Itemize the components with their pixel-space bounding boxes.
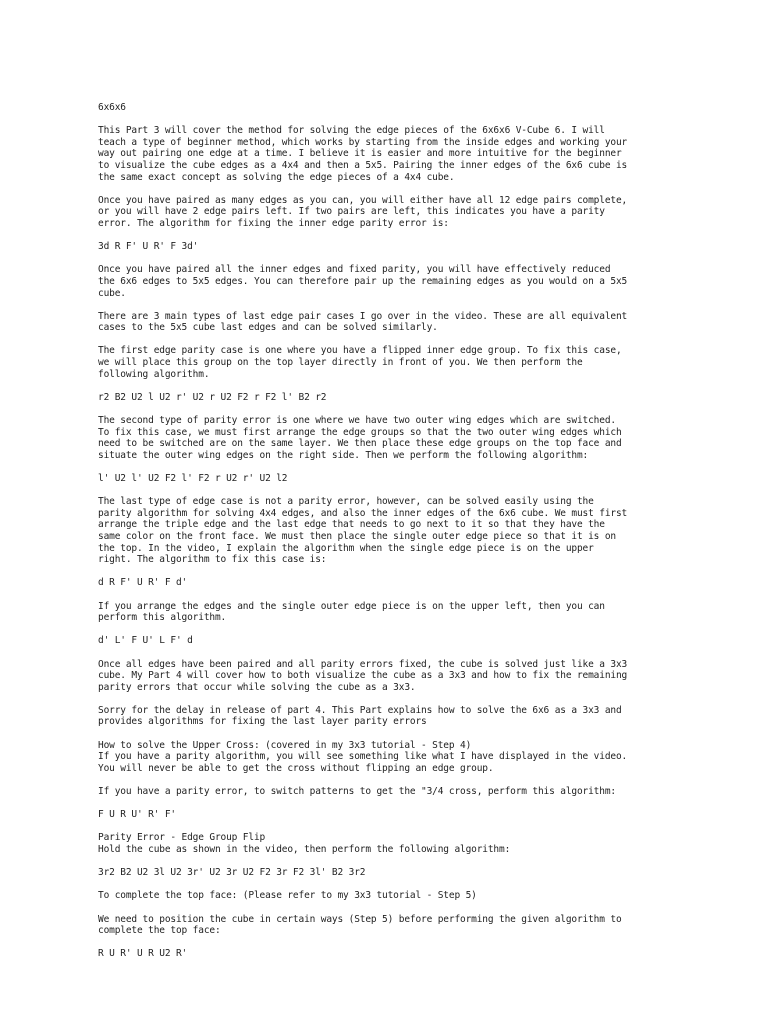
algorithm-line: 3r2 B2 U2 3l U2 3r' U2 3r U2 F2 3r F2 3l' B2 3r2	[98, 867, 366, 879]
paragraph-line: error. The algorithm for fixing the inner edge parity error is:	[98, 217, 449, 229]
paragraph-line: If you have a parity algorithm, you will see something like what I have displayed in the video.	[98, 751, 628, 763]
paragraph-line: We need to position the cube in certain ways (Step 5) before performing the given algorithm to	[98, 913, 622, 925]
paragraph-line: cube.	[98, 287, 126, 299]
paragraph-line: or you will have 2 edge pairs left. If two pairs are left, this indicates you have a parity	[98, 206, 605, 218]
paragraph-line: Once all edges have been paired and all parity errors fixed, the cube is solved just like a 3x3	[98, 658, 628, 670]
paragraph-line: Parity Error - Edge Group Flip	[98, 832, 266, 844]
paragraph-line: the top. In the video, I explain the algorithm when the single edge piece is on the upper	[98, 542, 594, 554]
paragraph-line: the 6x6 edges to 5x5 edges. You can therefore pair up the remaining edges as you would on a 5x5	[98, 275, 628, 287]
paragraph-line: same color on the front face. We must then place the single outer edge piece so that it is on	[98, 530, 616, 542]
paragraph-line: right. The algorithm to fix this case is:	[98, 554, 327, 566]
paragraph-line: arrange the triple edge and the last edge that needs to go next to it so that they have the	[98, 519, 605, 531]
paragraph-line: complete the top face:	[98, 925, 221, 937]
paragraph-line: If you arrange the edges and the single outer edge piece is on the upper left, then you can	[98, 600, 605, 612]
paragraph-line: teach a type of beginner method, which works by starting from the inside edges and working your	[98, 136, 628, 148]
paragraph-line: provides algorithms for fixing the last layer parity errors	[98, 716, 427, 728]
algorithm-line: l' U2 l' U2 F2 l' F2 r U2 r' U2 l2	[98, 473, 288, 484]
paragraph-line: Sorry for the delay in release of part 4. This Part explains how to solve the 6x6 as a 3x3 and	[98, 704, 622, 716]
paragraph-line: The second type of parity error is one where we have two outer wing edges which are switched.	[98, 415, 616, 427]
paragraph-line: There are 3 main types of last edge pair cases I go over in the video. These are all equivalent	[98, 310, 628, 322]
paragraph-line: perform this algorithm.	[98, 612, 227, 624]
algorithm-line: R U R' U R U2 R'	[98, 948, 188, 960]
paragraph-line: to visualize the cube edges as a 4x4 and then a 5x5. Pairing the inner edges of the 6x6 cube is	[98, 159, 628, 171]
algorithm-line: 3d R F' U R' F 3d'	[98, 241, 199, 253]
paragraph-line: following algorithm.	[98, 368, 210, 380]
paragraph-line: Hold the cube as shown in the video, then perform the following algorithm:	[98, 844, 511, 855]
paragraph-line: The last type of edge case is not a parity error, however, can be solved easily using the	[98, 496, 594, 508]
paragraph-line: How to solve the Upper Cross: (covered in my 3x3 tutorial - Step 4)	[98, 739, 472, 751]
paragraph-line: we will place this group on the top layer directly in front of you. We then perform the	[98, 357, 583, 369]
paragraph-line: To fix this case, we must first arrange the edge groups so that the two outer wing edges which	[98, 426, 622, 438]
document-title: 6x6x6	[98, 102, 126, 113]
paragraph-line: need to be switched are on the same layer. We then place these edge groups on the top face and	[98, 438, 622, 450]
paragraph-line: situate the outer wing edges on the right side. Then we perform the following algorithm:	[98, 449, 589, 461]
algorithm-line: F U R U' R' F'	[98, 809, 176, 821]
paragraph-line: parity algorithm for solving 4x4 edges, and also the inner edges of the 6x6 cube. We must first	[98, 507, 628, 519]
paragraph-line: cube. My Part 4 will cover how to both visualize the cube as a 3x3 and how to fix the remaining	[98, 670, 628, 682]
paragraph-line: If you have a parity error, to switch patterns to get the "3/4 cross, perform this algorithm:	[98, 786, 616, 798]
paragraph-line: cases to the 5x5 cube last edges and can be solved similarly.	[98, 322, 438, 334]
paragraph-line: You will never be able to get the cross without flipping an edge group.	[98, 762, 494, 774]
algorithm-line: r2 B2 U2 l U2 r' U2 r U2 F2 r F2 l' B2 r2	[98, 391, 327, 403]
paragraph-line: To complete the top face: (Please refer to my 3x3 tutorial - Step 5)	[98, 890, 477, 902]
paragraph-line: way out pairing one edge at a time. I believe it is easier and more intuitive for the beginner	[98, 148, 622, 160]
paragraph-line: Once you have paired all the inner edges and fixed parity, you will have effectively reduced	[98, 264, 611, 276]
algorithm-line: d' L' F U' L F' d	[98, 635, 193, 647]
paragraph-line: The first edge parity case is one where you have a flipped inner edge group. To fix this case,	[98, 345, 622, 357]
paragraph-line: Once you have paired as many edges as you can, you will either have all 12 edge pairs complete,	[98, 194, 628, 206]
paragraph-line: the same exact concept as solving the edge pieces of a 4x4 cube.	[98, 171, 455, 183]
document-page	[98, 102, 678, 960]
paragraph-line: This Part 3 will cover the method for solving the edge pieces of the 6x6x6 V-Cube 6. I will	[98, 125, 605, 137]
algorithm-line: d R F' U R' F d'	[98, 577, 188, 589]
paragraph-line: parity errors that occur while solving the cube as a 3x3.	[98, 681, 416, 693]
